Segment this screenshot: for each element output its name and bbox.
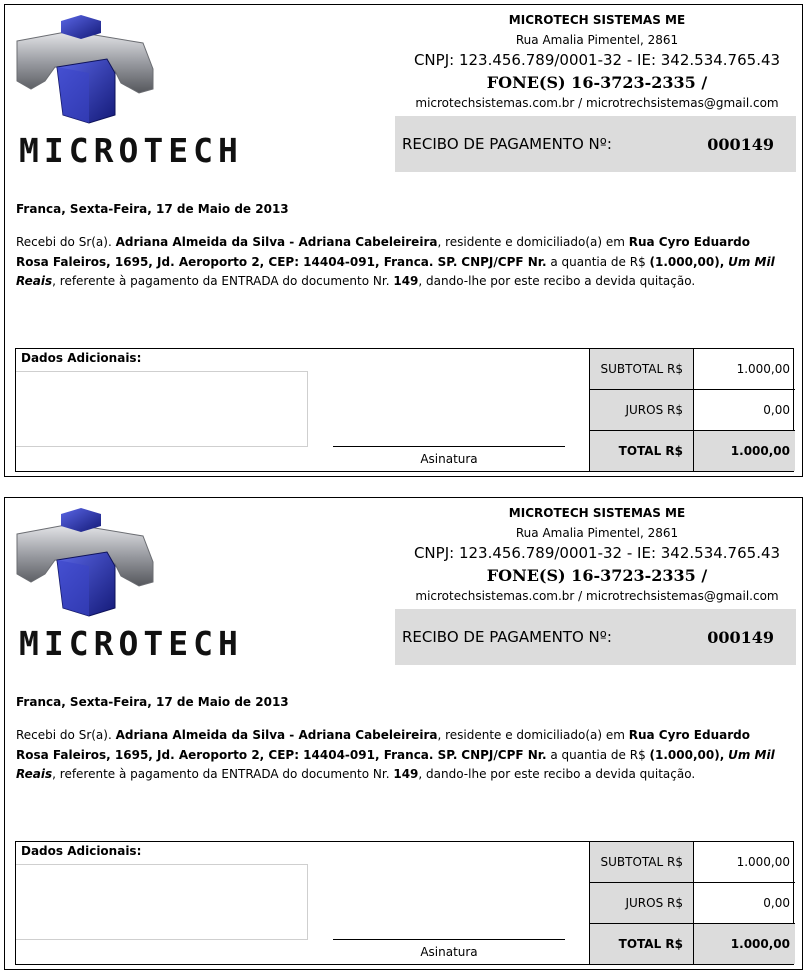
receipt-title-box <box>395 609 796 665</box>
receipt-copy-2 <box>4 497 803 970</box>
total-label: TOTAL R$ <box>590 431 693 471</box>
client-name: Adriana Almeida da Silva - Adriana Cabeleireira <box>115 235 438 249</box>
receipt-body <box>16 726 786 785</box>
receipt-footer <box>15 348 794 472</box>
total-label: TOTAL R$ <box>590 924 693 964</box>
company-info <box>397 13 797 111</box>
additional-data-label: Dados Adicionais: <box>21 844 142 858</box>
receipt-title: RECIBO DE PAGAMENTO Nº: <box>402 135 612 153</box>
company-name: MICROTECH SISTEMAS ME <box>508 506 686 520</box>
signature-label: Asinatura <box>420 452 478 466</box>
receipt-number: 000149 <box>707 135 774 154</box>
body-text-part: a quantia de R$ <box>546 747 650 762</box>
juros-value: 0,00 <box>693 883 795 923</box>
totals-table <box>589 842 795 964</box>
logo-wordmark: MICROTECH <box>19 131 243 170</box>
amount-in-words: Um Mil Reais <box>16 747 775 781</box>
cnpj-cpf-label: CNPJ/CPF Nr. <box>461 747 547 762</box>
document-number: 149 <box>393 767 419 781</box>
client-address: Rua Cyro Eduardo Rosa Faleiros, 1695, Jd. Aeroporto 2, CEP: 14404-091, Franca. SP. <box>16 728 750 762</box>
subtotal-row <box>590 349 795 390</box>
juros-row <box>590 883 795 924</box>
amount-value: (1.000,00), <box>649 747 725 762</box>
signature-line <box>333 446 565 447</box>
client-address: Rua Cyro Eduardo Rosa Faleiros, 1695, Jd. Aeroporto 2, CEP: 14404-091, Franca. SP. <box>16 235 750 269</box>
body-text-part: a quantia de R$ <box>546 254 650 269</box>
receipt-date: Franca, Sexta-Feira, 17 de Maio de 2013 <box>16 202 289 216</box>
company-address: Rua Amalia Pimentel, 2861 <box>515 526 679 540</box>
receipt-date: Franca, Sexta-Feira, 17 de Maio de 2013 <box>16 695 289 709</box>
company-phone: FONE(S) 16-3723-2335 / <box>486 73 708 92</box>
total-value: 1.000,00 <box>693 431 795 471</box>
company-web-email: microtechsistemas.com.br / microtrechsistemas@gmail.com <box>415 96 779 110</box>
juros-label: JUROS R$ <box>590 883 693 923</box>
receipt-body <box>16 233 786 292</box>
company-phone: FONE(S) 16-3723-2335 / <box>486 566 708 585</box>
receipt-title: RECIBO DE PAGAMENTO Nº: <box>402 628 612 646</box>
company-info <box>397 506 797 604</box>
receipt-footer <box>15 841 794 965</box>
company-logo <box>11 11 373 171</box>
total-row <box>590 924 795 964</box>
signature-line <box>333 939 565 940</box>
microtech-cube-logo-icon <box>11 11 373 171</box>
company-logo <box>11 504 373 664</box>
amount-in-words: Um Mil Reais <box>16 254 775 288</box>
total-row <box>590 431 795 471</box>
subtotal-value: 1.000,00 <box>693 842 795 882</box>
company-name: MICROTECH SISTEMAS ME <box>508 13 686 27</box>
total-value: 1.000,00 <box>693 924 795 964</box>
subtotal-label: SUBTOTAL R$ <box>590 842 693 882</box>
body-text-part: , referente à pagamento da ENTRADA do documento Nr. <box>52 274 394 288</box>
additional-data-label: Dados Adicionais: <box>21 351 142 365</box>
subtotal-value: 1.000,00 <box>693 349 795 389</box>
additional-data-field[interactable] <box>16 371 308 447</box>
logo-wordmark: MICROTECH <box>19 624 243 663</box>
additional-data-field[interactable] <box>16 864 308 940</box>
juros-row <box>590 390 795 431</box>
subtotal-row <box>590 842 795 883</box>
document-number: 149 <box>393 274 419 288</box>
body-text-part: , dando-lhe por este recibo a devida quitação. <box>418 274 696 288</box>
company-address: Rua Amalia Pimentel, 2861 <box>515 33 679 47</box>
cnpj-cpf-label: CNPJ/CPF Nr. <box>461 254 547 269</box>
receipt-number: 000149 <box>707 628 774 647</box>
receipt-title-box <box>395 116 796 172</box>
totals-table <box>589 349 795 471</box>
body-text-part: , dando-lhe por este recibo a devida quitação. <box>418 767 696 781</box>
body-text-part: , residente e domiciliado(a) em <box>437 235 629 249</box>
receipt-copy-1 <box>4 4 803 477</box>
body-text-part: Recebi do Sr(a). <box>16 235 116 249</box>
microtech-cube-logo-icon <box>11 504 373 664</box>
juros-value: 0,00 <box>693 390 795 430</box>
company-cnpj-ie: CNPJ: 123.456.789/0001-32 - IE: 342.534.765.43 <box>413 544 781 562</box>
subtotal-label: SUBTOTAL R$ <box>590 349 693 389</box>
company-web-email: microtechsistemas.com.br / microtrechsistemas@gmail.com <box>415 589 779 603</box>
body-text-part: , residente e domiciliado(a) em <box>437 728 629 742</box>
juros-label: JUROS R$ <box>590 390 693 430</box>
amount-value: (1.000,00), <box>649 254 725 269</box>
body-text-part: Recebi do Sr(a). <box>16 728 116 742</box>
company-cnpj-ie: CNPJ: 123.456.789/0001-32 - IE: 342.534.765.43 <box>413 51 781 69</box>
body-text-part: , referente à pagamento da ENTRADA do documento Nr. <box>52 767 394 781</box>
client-name: Adriana Almeida da Silva - Adriana Cabeleireira <box>115 728 438 742</box>
signature-label: Asinatura <box>420 945 478 959</box>
